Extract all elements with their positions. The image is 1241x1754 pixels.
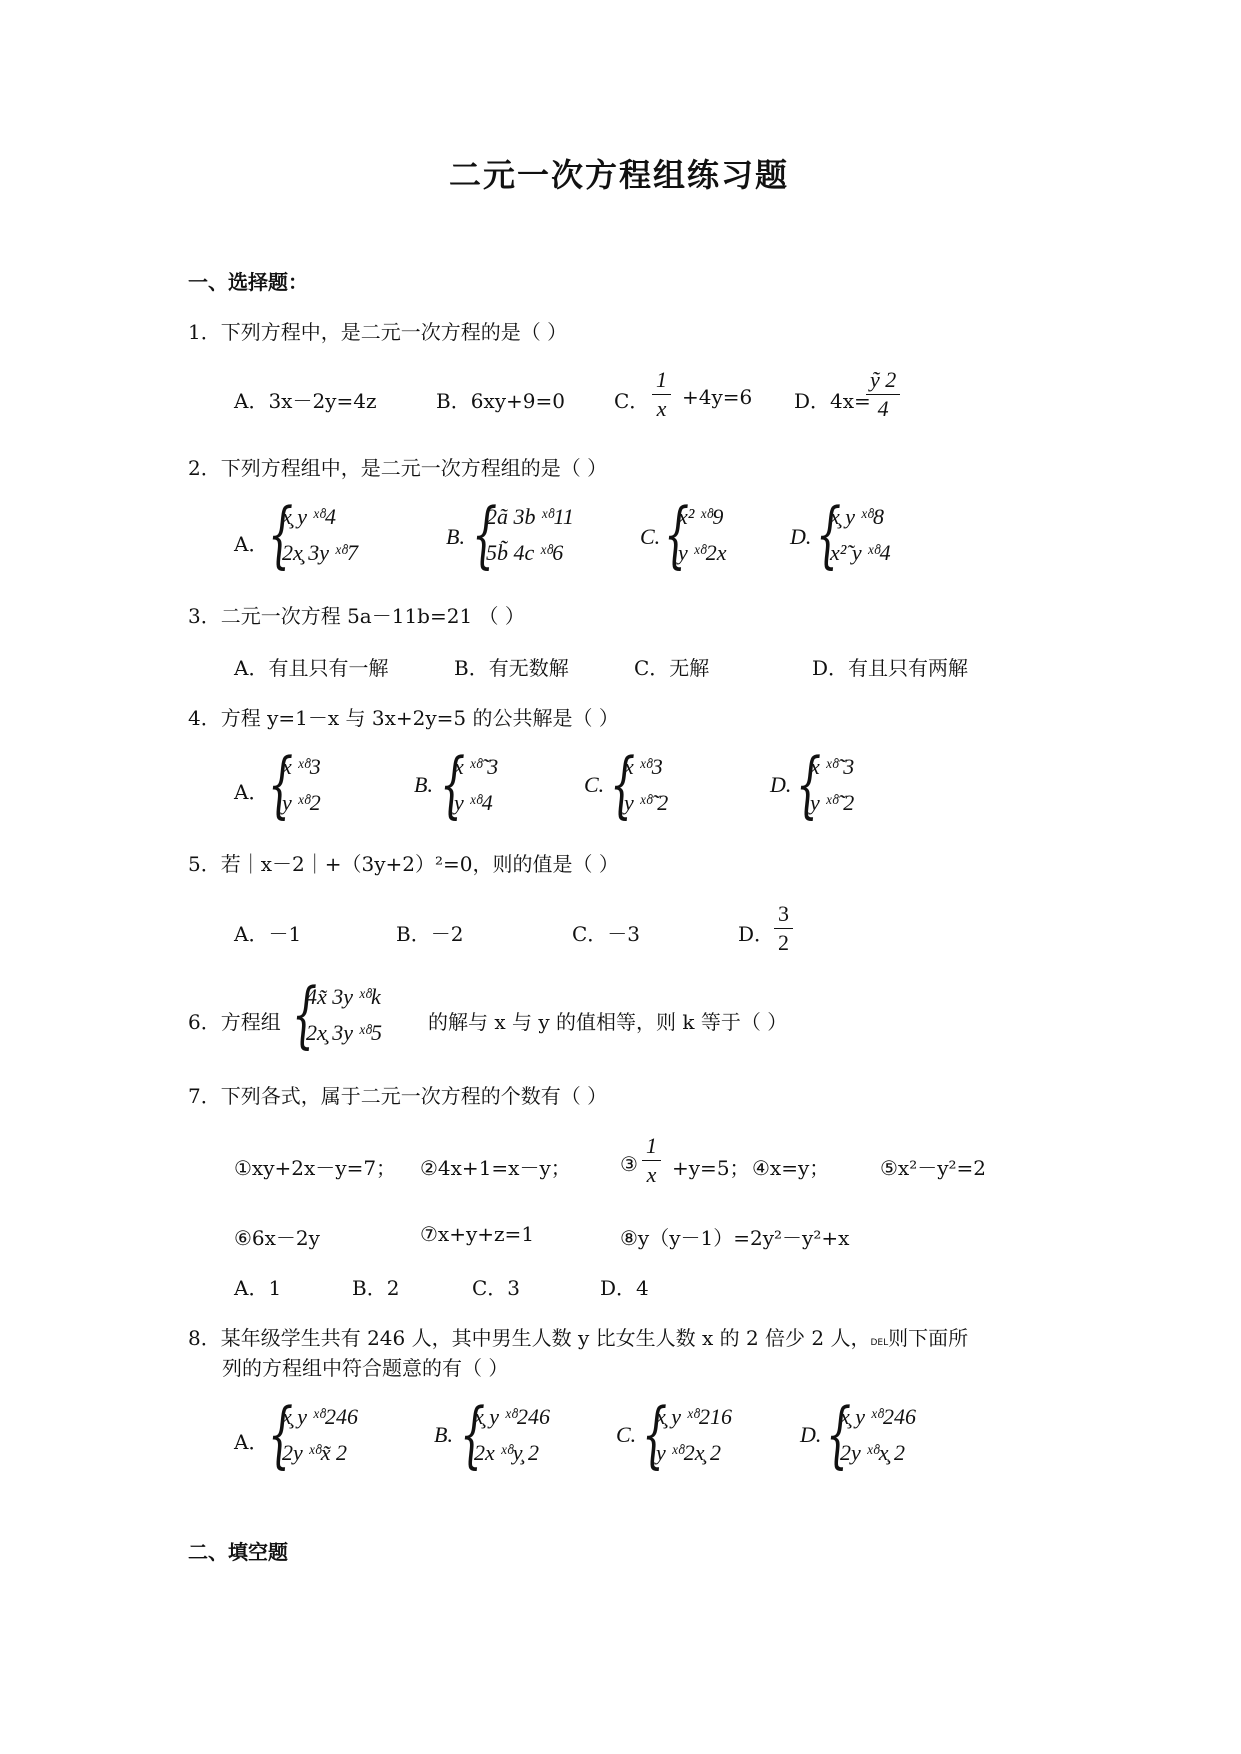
question-8-option-d-label[interactable]: D. [800,1422,822,1447]
question-2-stem: 2．下列方程组中，是二元一次方程组的是（ ） [188,456,608,480]
question-4-option-a-system: { x ˣ̊ᵒ3 y ˣ̊ᵒ2 [268,742,321,826]
question-8-option-a-label[interactable]: A． [234,1430,269,1454]
question-7-option-b[interactable]: B．2 [352,1276,400,1300]
question-4-option-d-label[interactable]: D. [770,772,792,797]
question-6-system: { 4x̃ 3y ˣ̊ᵒk 2x̧ 3y ˣ̊ᵒ5 [292,972,383,1056]
question-7-option-d[interactable]: D．4 [600,1276,649,1300]
question-4-option-c-system: { x ˣ̊ᵒ3 y ˣ̊ᵒ̃ 2 [610,742,669,826]
brace-icon: { [610,742,636,826]
section-heading-fill-in: 二、填空题 [188,1540,288,1564]
question-1-option-c-rest: +4y=6 [682,385,753,409]
brace-icon: { [268,1392,294,1476]
question-2-option-a-system: { x̧ y ˣ̊ᵒ4 2x̧ 3y ˣ̊ᵒ7 [268,492,359,576]
question-1-option-c-fraction: $\frac{1}{x}$ [652,366,671,423]
question-7-item-6: ⑥6x－2y [234,1226,320,1250]
question-8-stem-line-2: 列的方程组中符合题意的有（ ） [222,1356,509,1380]
brace-icon: { [816,492,842,576]
question-5-stem: 5．若｜x－2｜+（3y+2）²=0，则的值是（ ） [188,852,619,876]
question-1-option-c-label[interactable]: C． [614,389,650,413]
question-1-stem: 1．下列方程中，是二元一次方程的是（ ） [188,320,568,344]
question-3-option-c[interactable]: C．无解 [634,656,710,680]
question-8-option-a-system: { x̧ y ˣ̊ᵒ246 2y ˣ̊ᵒx̃ 2 [268,1392,359,1476]
question-5-option-c[interactable]: C．－3 [572,922,641,946]
question-3-option-d[interactable]: D．有且只有两解 [812,656,969,680]
question-8-option-d-system: { x̧ y ˣ̊ᵒ246 2y ˣ̊ᵒx̧ 2 [826,1392,917,1476]
question-5-option-b[interactable]: B．－2 [396,922,464,946]
question-7-item-1: ①xy+2x－y=7； [234,1156,397,1180]
question-7-option-c[interactable]: C．3 [472,1276,521,1300]
question-2-option-b-system: { 2ã 3b ˣ̊ᵒ11 5b̃ 4c ˣ̊ᵒ6 [472,492,574,576]
question-4-option-b-system: { x ˣ̊ᵒ̃ 3 y ˣ̊ᵒ4 [440,742,499,826]
brace-icon: { [268,742,294,826]
brace-icon: { [292,972,318,1056]
question-8-option-c-label[interactable]: C. [616,1422,637,1447]
del-mark: DEL [870,1338,889,1348]
question-2-option-d-label[interactable]: D. [790,524,812,549]
question-2-option-d-system: { x̧ y ˣ̊ᵒ8 x²̃ y ˣ̊ᵒ4 [816,492,891,576]
question-4-option-b-label[interactable]: B. [414,772,433,797]
brace-icon: { [826,1392,852,1476]
question-7-item-2: ②4x+1=x－y； [420,1156,571,1180]
question-5-option-a[interactable]: A．－1 [234,922,302,946]
question-8-option-b-system: { x̧ y ˣ̊ᵒ246 2x ˣ̊ᵒy̧ 2 [460,1392,551,1476]
question-7-item-3-label: ③ [620,1152,638,1176]
question-7-stem: 7．下列各式，属于二元一次方程的个数有（ ） [188,1084,608,1108]
question-8-option-c-system: { x̧ y ˣ̊ᵒ216 y ˣ̊ᵒ2x̧ 2 [642,1392,733,1476]
question-2-option-b-label[interactable]: B. [446,524,465,549]
brace-icon: { [440,742,466,826]
question-8-stem-line-1: 8．某年级学生共有 246 人，其中男生人数 y 比女生人数 x 的 2 倍少 2 人，DEL则下面所 [188,1326,969,1350]
question-7-item-3-fraction: $\frac{1}{x}$ [642,1132,661,1189]
question-3-option-b[interactable]: B．有无数解 [454,656,569,680]
question-2-option-c-system: { x² ˣ̊ᵒ9 y ˣ̊ᵒ2x [664,492,727,576]
question-4-stem: 4．方程 y=1－x 与 3x+2y=5 的公共解是（ ） [188,706,619,730]
brace-icon: { [472,492,498,576]
question-7-option-a[interactable]: A．1 [234,1276,282,1300]
question-1-option-d-label[interactable]: D．4x= [794,389,871,413]
question-7-item-8: ⑧y（y－1）=2y²－y²+x [620,1226,850,1250]
question-2-option-c-label[interactable]: C. [640,524,661,549]
question-7-item-7: ⑦x+y+z=1 [420,1222,535,1246]
question-1-option-b[interactable]: B．6xy+9=0 [436,389,565,413]
question-1-option-d-fraction: $\frac{\text{ỹ 2}}{4}$ [866,366,900,423]
question-7-item-4: ④x=y； [752,1156,830,1180]
question-2-option-a-label[interactable]: A． [234,532,269,556]
question-4-option-a-label[interactable]: A． [234,780,269,804]
question-7-item-3-rest: +y=5； [672,1156,750,1180]
question-3-option-a[interactable]: A．有且只有一解 [234,656,389,680]
brace-icon: { [460,1392,486,1476]
question-5-option-d-label[interactable]: D． [738,922,775,946]
brace-icon: { [796,742,822,826]
brace-icon: { [664,492,690,576]
question-4-option-d-system: { x ˣ̊ᵒ̃ 3 y ˣ̊ᵒ̃ 2 [796,742,855,826]
question-5-option-d-fraction: $\frac{3}{2}$ [774,900,793,957]
section-heading-choice: 一、选择题： [188,270,308,294]
page-title: 二元一次方程组练习题 [449,156,790,194]
question-1-option-a[interactable]: A．3x－2y=4z [234,389,377,413]
question-4-option-c-label[interactable]: C. [584,772,605,797]
question-7-item-5: ⑤x²－y²=2 [880,1156,987,1180]
question-8-option-b-label[interactable]: B. [434,1422,453,1447]
brace-icon: { [268,492,294,576]
question-3-stem: 3．二元一次方程 5a－11b=21 （ ） [188,604,525,628]
question-6-stem-pre: 6．方程组 [188,1010,281,1034]
brace-icon: { [642,1392,668,1476]
question-6-stem-post: 的解与 x 与 y 的值相等，则 k 等于（ ） [428,1010,788,1034]
